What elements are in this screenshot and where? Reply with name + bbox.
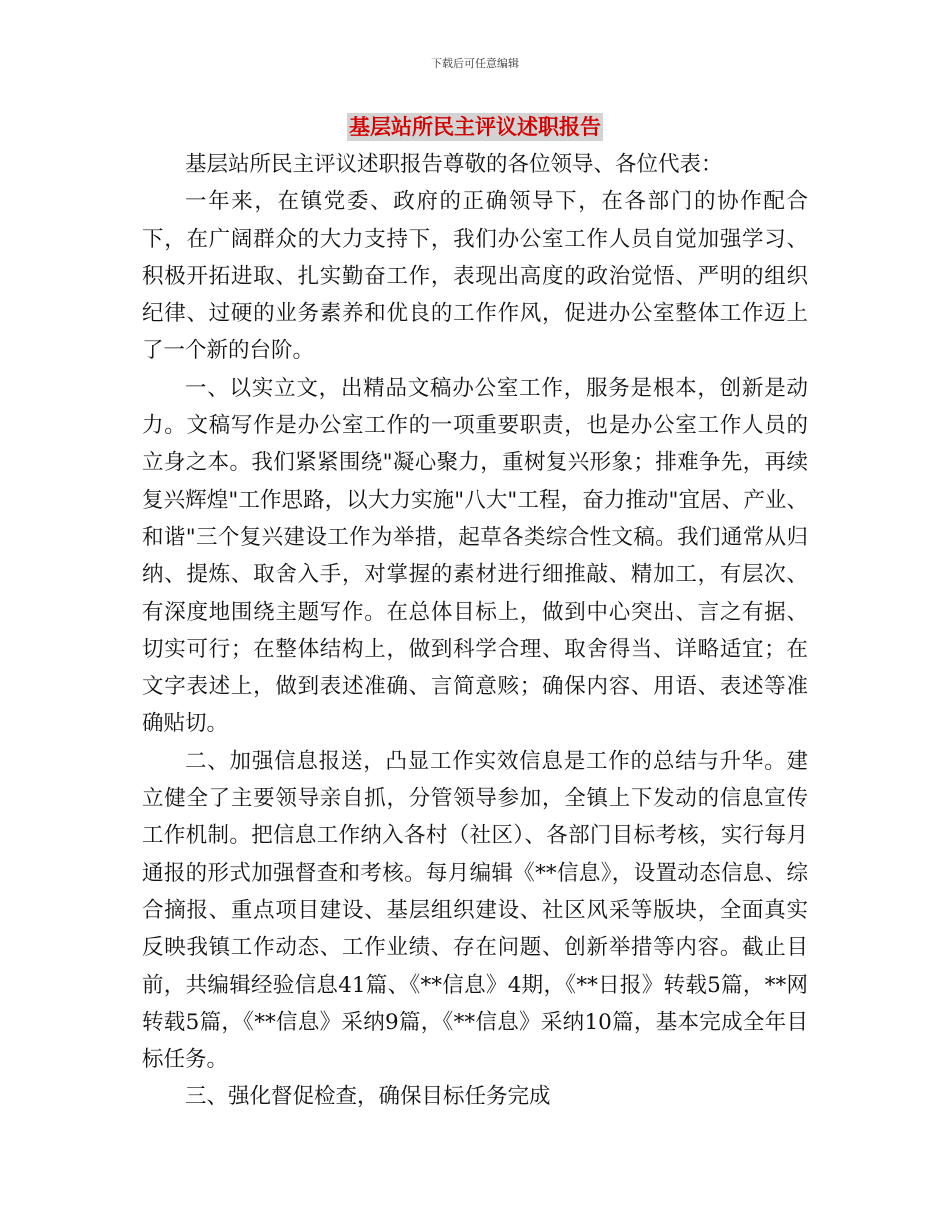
salutation-paragraph: 基层站所民主评议述职报告尊敬的各位领导、各位代表： <box>185 152 723 177</box>
document-body <box>142 146 808 1116</box>
title-wrap <box>0 113 950 141</box>
section-3-heading: 三、强化督促检查，确保目标任务完成 <box>185 1084 551 1110</box>
section-1-paragraph: 一、以实立文，出精品文稿办公室工作，服务是根本，创新是动力。文稿写作是办公室工作的一项重要职责，也是办公室工作人员的立身之本。我们紧紧围绕"凝心聚力，重树复兴形象；排难争先，再续复兴辉煌"工作思路，以大力实施"八大"工程，奋力推动"宜居、产业、和谐"三个复兴建设工作为举措，起草各类综合性文稿。我们通常从归纳、提炼、取舍入手，对掌握的素材进行细推敲、精加工，有层次、有深度地围绕主题写作。在总体目标上，做到中心突出、言之有据、切实可行；在整体结构上，做到科学合理、取舍得当、详略适宜；在文字表述上，做到表述准确、言简意赅；确保内容、用语、表述等准确贴切。 <box>142 375 808 737</box>
document-title: 基层站所民主评议述职报告 <box>349 114 601 139</box>
header-note: 下载后可任意编辑 <box>431 57 519 70</box>
section-2-paragraph: 二、加强信息报送，凸显工作实效信息是工作的总结与升华。建立健全了主要领导亲自抓，分管领导参加，全镇上下发动的信息宣传工作机制。把信息工作纳入各村（社区）、各部门目标考核，实行每月通报的形式加强督查和考核。每月编辑《**信息》，设置动态信息、综合摘报、重点项目建设、基层组织建设、社区风采等版块，全面真实反映我镇工作动态、工作业绩、存在问题、创新举措等内容。截止目前，共编辑经验信息41篇、《**信息》4期，《**日报》转载5篇，**网转载5篇，《**信息》采纳9篇，《**信息》采纳10篇，基本完成全年目标任务。 <box>142 748 808 1073</box>
intro-paragraph: 一年来，在镇党委、政府的正确领导下，在各部门的协作配合下，在广阔群众的大力支持下，我们办公室工作人员自觉加强学习、积极开拓进取、扎实勤奋工作，表现出高度的政治觉悟、严明的组织纪律、过硬的业务素养和优良的工作作风，促进办公室整体工作迈上了一个新的台阶。 <box>142 189 808 364</box>
